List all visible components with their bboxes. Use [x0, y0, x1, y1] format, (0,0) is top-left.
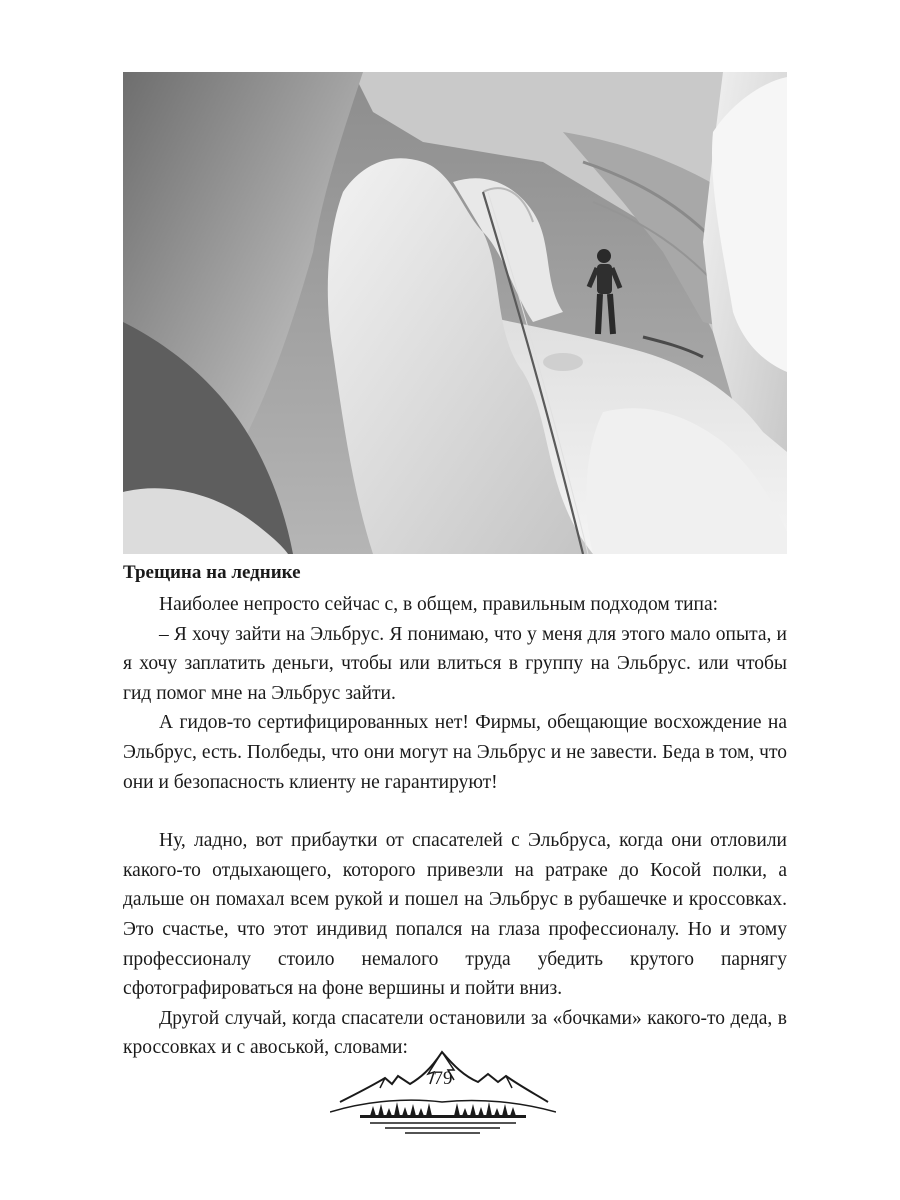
paragraph: – Я хочу зайти на Эльбрус. Я понимаю, что у меня для этого мало опыта, и я хочу заплатить деньги, чтобы или влиться в группу на Эльбрус. или чтобы гид помог мне на Эльбрус зайти. [123, 623, 787, 704]
glacier-crevasse-photo [123, 72, 787, 554]
mountain-range-icon [330, 1040, 556, 1140]
page-footer [330, 1040, 556, 1140]
crevasse-illustration [123, 72, 787, 554]
paragraph: Ну, ладно, вот прибаутки от спасателей с Эльбруса, когда они отловили какого-то отдыхающего, которого привезли на ратраке до Косой полки, а дальше он помахал всем рукой и пошел на Эльбрус в рубашечке и кроссовках. Это счастье, что этот индивид попался на глаза профессионалу. Но и этому профессионалу стоило немалого труда убедить крутого парнягу сфотографироваться на фоне вершины и пойти вниз. [123, 830, 787, 1000]
paragraph: Наиболее непросто сейчас с, в общем, правильным подходом типа: [159, 594, 719, 615]
paragraph: А гидов-то сертифицированных нет! Фирмы, обещающие восхождение на Эльбрус, есть. Полбеды, что они могут на Эльбрус и не завести. Беда в том, что они и безопасность клиенту не гарантируют! [123, 712, 787, 793]
paragraph: Другой случай, когда спасатели остановили за «бочками» какого-то деда, в кроссовках и с авоськой, словами: [123, 1007, 787, 1059]
body-text [123, 590, 787, 1063]
photo-caption: Трещина на леднике [123, 562, 301, 583]
page-number: 79 [433, 1068, 453, 1089]
